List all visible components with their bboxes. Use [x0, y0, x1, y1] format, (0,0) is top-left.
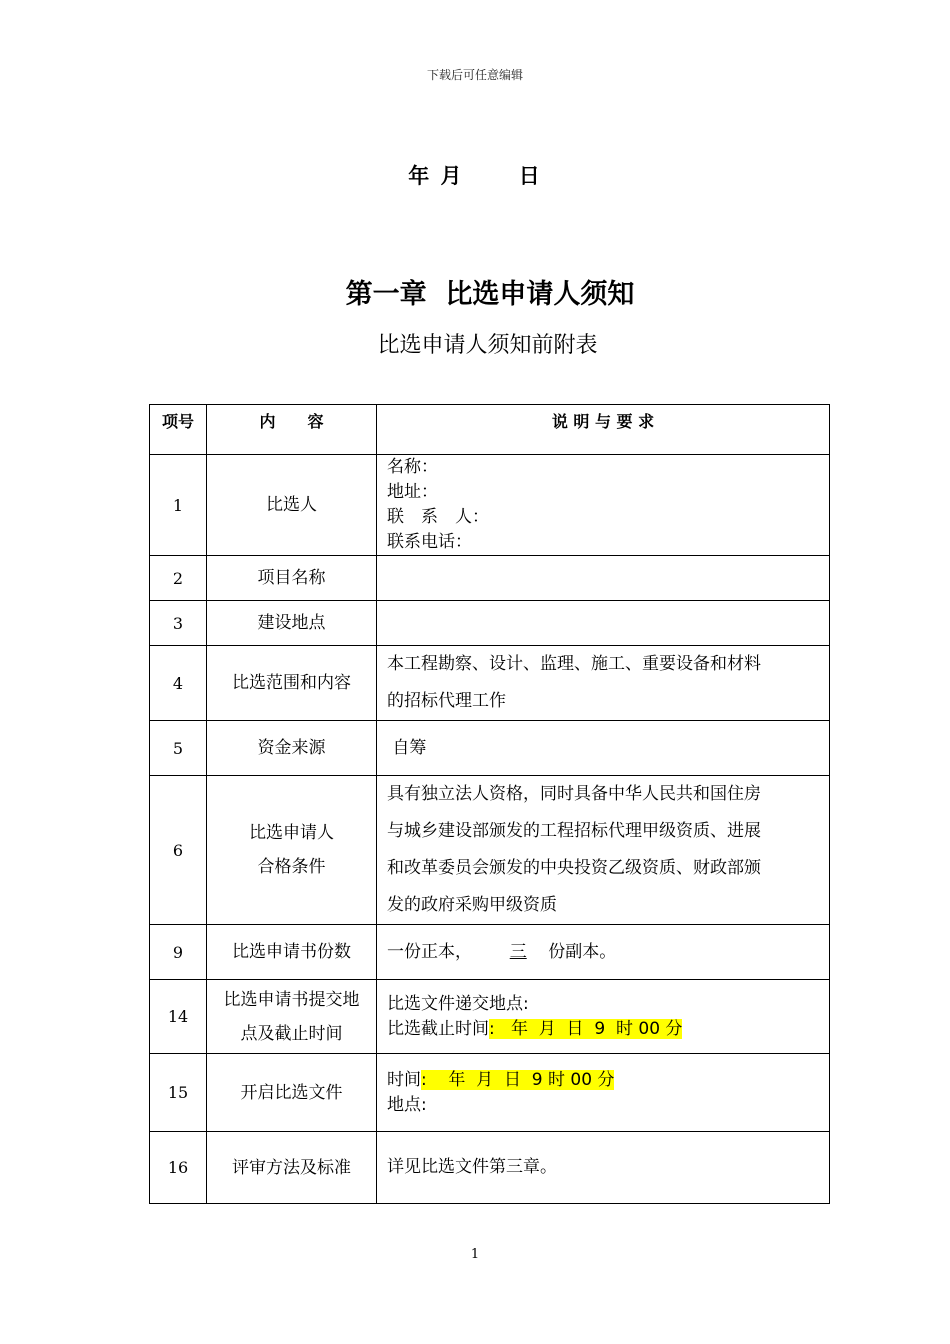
table-row	[150, 925, 830, 980]
table-row	[150, 980, 830, 1054]
chapter-title: 第一章 比选申请人须知	[345, 279, 635, 310]
desc-line: 的招标代理工作	[387, 691, 506, 711]
desc-line: 联系电话：	[387, 532, 472, 552]
desc-line: 联 系 人：	[387, 507, 489, 527]
row-desc	[377, 455, 830, 556]
row-item: 项目名称	[207, 556, 377, 601]
copies-suffix: 份副本。	[548, 941, 617, 962]
deadline-line	[387, 1017, 819, 1042]
desc-line: 本工程勘察、设计、监理、施工、重要设备和材料	[387, 654, 761, 674]
row-desc	[377, 925, 830, 980]
row-item: 比选申请书份数	[207, 925, 377, 980]
item-line: 合格条件	[257, 857, 326, 877]
desc-line: 与城乡建设部颁发的工程招标代理甲级资质、进展	[387, 821, 761, 841]
table-row	[150, 455, 830, 556]
row-item: 开启比选文件	[207, 1054, 377, 1132]
row-number: 14	[150, 980, 207, 1054]
row-desc	[377, 646, 830, 721]
desc-line: 发的政府采购甲级资质	[387, 895, 557, 915]
desc-line: 名称：	[387, 457, 438, 477]
desc-line: 和改革委员会颁发的中央投资乙级资质、财政部颁	[387, 858, 761, 878]
item-line: 比选申请书提交地	[223, 989, 360, 1010]
row-desc	[377, 556, 830, 601]
header-note: 下载后可任意编辑	[426, 68, 523, 82]
row-item: 资金来源	[207, 721, 377, 776]
header-desc: 说 明 与 要 求	[377, 405, 830, 455]
table-row	[150, 646, 830, 721]
row-number: 1	[150, 455, 207, 556]
row-number: 15	[150, 1054, 207, 1132]
row-desc	[377, 601, 830, 646]
copies-count: 三	[509, 941, 527, 962]
deadline-highlight: : 年 月 日 9 时 00 分	[489, 1018, 683, 1039]
desc-line: 比选文件递交地点:	[387, 993, 529, 1014]
row-number: 2	[150, 556, 207, 601]
header-item: 内 容	[207, 405, 377, 455]
row-item: 比选人	[207, 455, 377, 556]
row-item: 评审方法及标准	[207, 1132, 377, 1204]
row-item: 比选范围和内容	[207, 646, 377, 721]
table-header-row	[150, 405, 830, 455]
row-item: 建设地点	[207, 601, 377, 646]
table-row	[150, 1054, 830, 1132]
row-number: 5	[150, 721, 207, 776]
opening-time-highlight: : 年 月 日 9 时 00 分	[421, 1069, 615, 1090]
row-number: 6	[150, 776, 207, 925]
row-desc: 自筹	[377, 721, 830, 776]
row-number: 4	[150, 646, 207, 721]
row-desc	[377, 776, 830, 925]
row-desc: 详见比选文件第三章。	[377, 1132, 830, 1204]
header-no: 项号	[150, 405, 207, 455]
desc-line: 地点:	[387, 1094, 427, 1115]
row-number: 9	[150, 925, 207, 980]
date-line: 年 月 日	[408, 164, 542, 188]
row-number: 3	[150, 601, 207, 646]
requirements-table	[149, 404, 830, 1204]
opening-time-line	[387, 1068, 819, 1093]
table-subtitle: 比选申请人须知前附表	[377, 333, 598, 358]
row-item	[207, 776, 377, 925]
row-desc	[377, 1054, 830, 1132]
desc-line: 具有独立法人资格，同时具备中华人民共和国住房	[387, 784, 761, 804]
table-row	[150, 556, 830, 601]
opening-time-label: 时间	[387, 1069, 421, 1090]
row-item	[207, 980, 377, 1054]
row-desc	[377, 980, 830, 1054]
row-number: 16	[150, 1132, 207, 1204]
table-row	[150, 1132, 830, 1204]
table-row	[150, 776, 830, 925]
item-line: 比选申请人	[249, 823, 334, 843]
table-row	[150, 601, 830, 646]
table-row	[150, 721, 830, 776]
deadline-label: 比选截止时间	[387, 1018, 489, 1039]
copies-prefix: 一份正本，	[387, 941, 472, 962]
item-line: 点及截止时间	[240, 1023, 343, 1044]
desc-line: 地址：	[387, 482, 438, 502]
page-number: 1	[470, 1247, 480, 1262]
